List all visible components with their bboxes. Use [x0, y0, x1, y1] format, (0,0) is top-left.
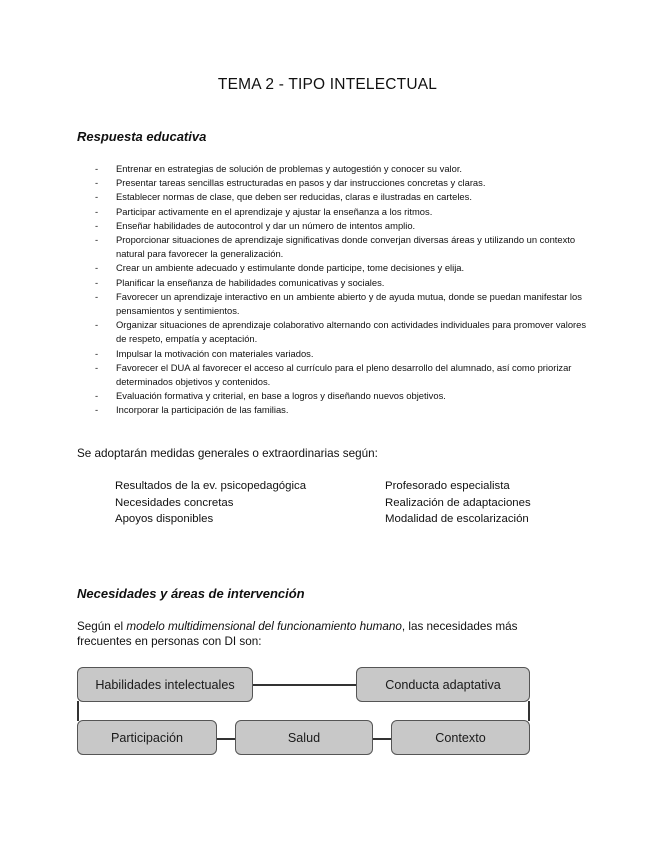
measure-item: Profesorado especialista	[385, 480, 510, 492]
measure-item: Realización de adaptaciones	[385, 496, 531, 509]
list-item-text: Crear un ambiente adecuado y estimulante donde participe, tome decisiones y elija.	[116, 262, 465, 274]
connector-top	[253, 684, 356, 686]
list-item	[95, 219, 595, 233]
list-item-text: Enseñar habilidades de autocontrol y dar un número de intentos amplio.	[116, 219, 416, 231]
list-item-text: Participar activamente en el aprendizaje y ajustar la enseñanza a los ritmos.	[116, 205, 433, 217]
bullet-dash: -	[95, 319, 99, 331]
list-item-text: Presentar tareas sencillas estructuradas en pasos y dar instrucciones concretas y claras.	[116, 177, 486, 189]
bullet-dash: -	[95, 191, 99, 203]
bullet-list	[95, 162, 595, 418]
intro-emphasis: modelo multidimensional del funcionamiento humano	[126, 620, 402, 633]
list-item	[95, 276, 595, 290]
bullet-dash: -	[95, 262, 99, 274]
bullet-dash: -	[95, 404, 99, 416]
list-item	[95, 205, 595, 219]
box-habilidades-intelectuales: Habilidades intelectuales	[77, 667, 253, 702]
intro-text-after: , las necesidades más frecuentes en personas con DI son:	[77, 620, 518, 648]
list-item-text: Evaluación formativa y criterial, en base a logros y diseñando nuevos objetivos.	[116, 390, 446, 402]
bullet-dash: -	[95, 234, 99, 246]
connector-left	[77, 701, 79, 721]
list-item	[95, 176, 595, 190]
bullet-dash: -	[95, 390, 99, 402]
list-item	[95, 318, 595, 346]
measures-intro: Se adoptarán medidas generales o extraordinarias según:	[77, 447, 378, 460]
list-item-text: Favorecer el DUA al favorecer el acceso al currículo para el pleno desarrollo del alumnado, así como priorizar determinados objetivos y contenidos.	[116, 361, 572, 388]
list-item-text: Entrenar en estrategias de solución de problemas y autogestión y conocer su valor.	[116, 163, 463, 174]
list-item	[95, 261, 595, 275]
list-item	[95, 361, 595, 389]
list-item-text: Impulsar la motivación con materiales variados.	[116, 347, 314, 359]
box-participacion: Participación	[77, 720, 217, 755]
bullet-dash: -	[95, 163, 99, 174]
bullet-dash: -	[95, 347, 99, 359]
intro-text-before: Según el	[77, 620, 127, 633]
measures-left-column	[115, 478, 306, 528]
list-item-text: Establecer normas de clase, que deben ser reducidas, claras e ilustradas en carteles.	[116, 191, 472, 203]
list-item-text: Incorporar la participación de las familias.	[116, 404, 289, 416]
bullet-dash: -	[95, 205, 99, 217]
box-salud: Salud	[235, 720, 373, 755]
list-item	[95, 190, 595, 204]
measures-right-column	[385, 478, 531, 528]
bullet-dash: -	[95, 290, 99, 302]
connector-bottom-left	[217, 738, 235, 740]
page-title: TEMA 2 - TIPO INTELECTUAL	[217, 76, 438, 93]
measure-item: Necesidades concretas	[115, 496, 234, 509]
list-item	[95, 403, 595, 417]
section-heading-necesidades: Necesidades y áreas de intervención	[77, 586, 305, 601]
list-item-text: Organizar situaciones de aprendizaje colaborativo alternando con actividades individuales para promover valores de respeto, empatía y aceptación.	[116, 319, 587, 345]
connector-right	[528, 701, 530, 721]
list-item	[95, 162, 595, 176]
bullet-dash: -	[95, 276, 99, 288]
measure-item: Apoyos disponibles	[115, 513, 214, 525]
list-item-text: Proporcionar situaciones de aprendizaje significativas donde converjan diversas áreas y utilizando un contexto natural para favorecer la generalización.	[116, 234, 576, 260]
list-item	[95, 290, 595, 318]
measure-item: Modalidad de escolarización	[385, 513, 529, 525]
section2-intro	[77, 619, 547, 649]
intervention-diagram	[77, 665, 532, 757]
box-conducta-adaptativa: Conducta adaptativa	[356, 667, 530, 702]
measure-item: Resultados de la ev. psicopedagógica	[115, 480, 307, 492]
list-item-text: Favorecer un aprendizaje interactivo en un ambiente abierto y de ayuda mutua, donde se puedan manifestar los pensamientos y sentimientos.	[116, 290, 582, 317]
list-item	[95, 389, 595, 403]
list-item	[95, 347, 595, 361]
bullet-dash: -	[95, 361, 99, 373]
connector-bottom-right	[373, 738, 391, 740]
list-item	[95, 233, 595, 261]
bullet-dash: -	[95, 219, 99, 231]
bullet-dash: -	[95, 177, 99, 189]
list-item-text: Planificar la enseñanza de habilidades comunicativas y sociales.	[116, 276, 385, 288]
box-contexto: Contexto	[391, 720, 530, 755]
section-heading-respuesta-educativa: Respuesta educativa	[77, 129, 207, 144]
